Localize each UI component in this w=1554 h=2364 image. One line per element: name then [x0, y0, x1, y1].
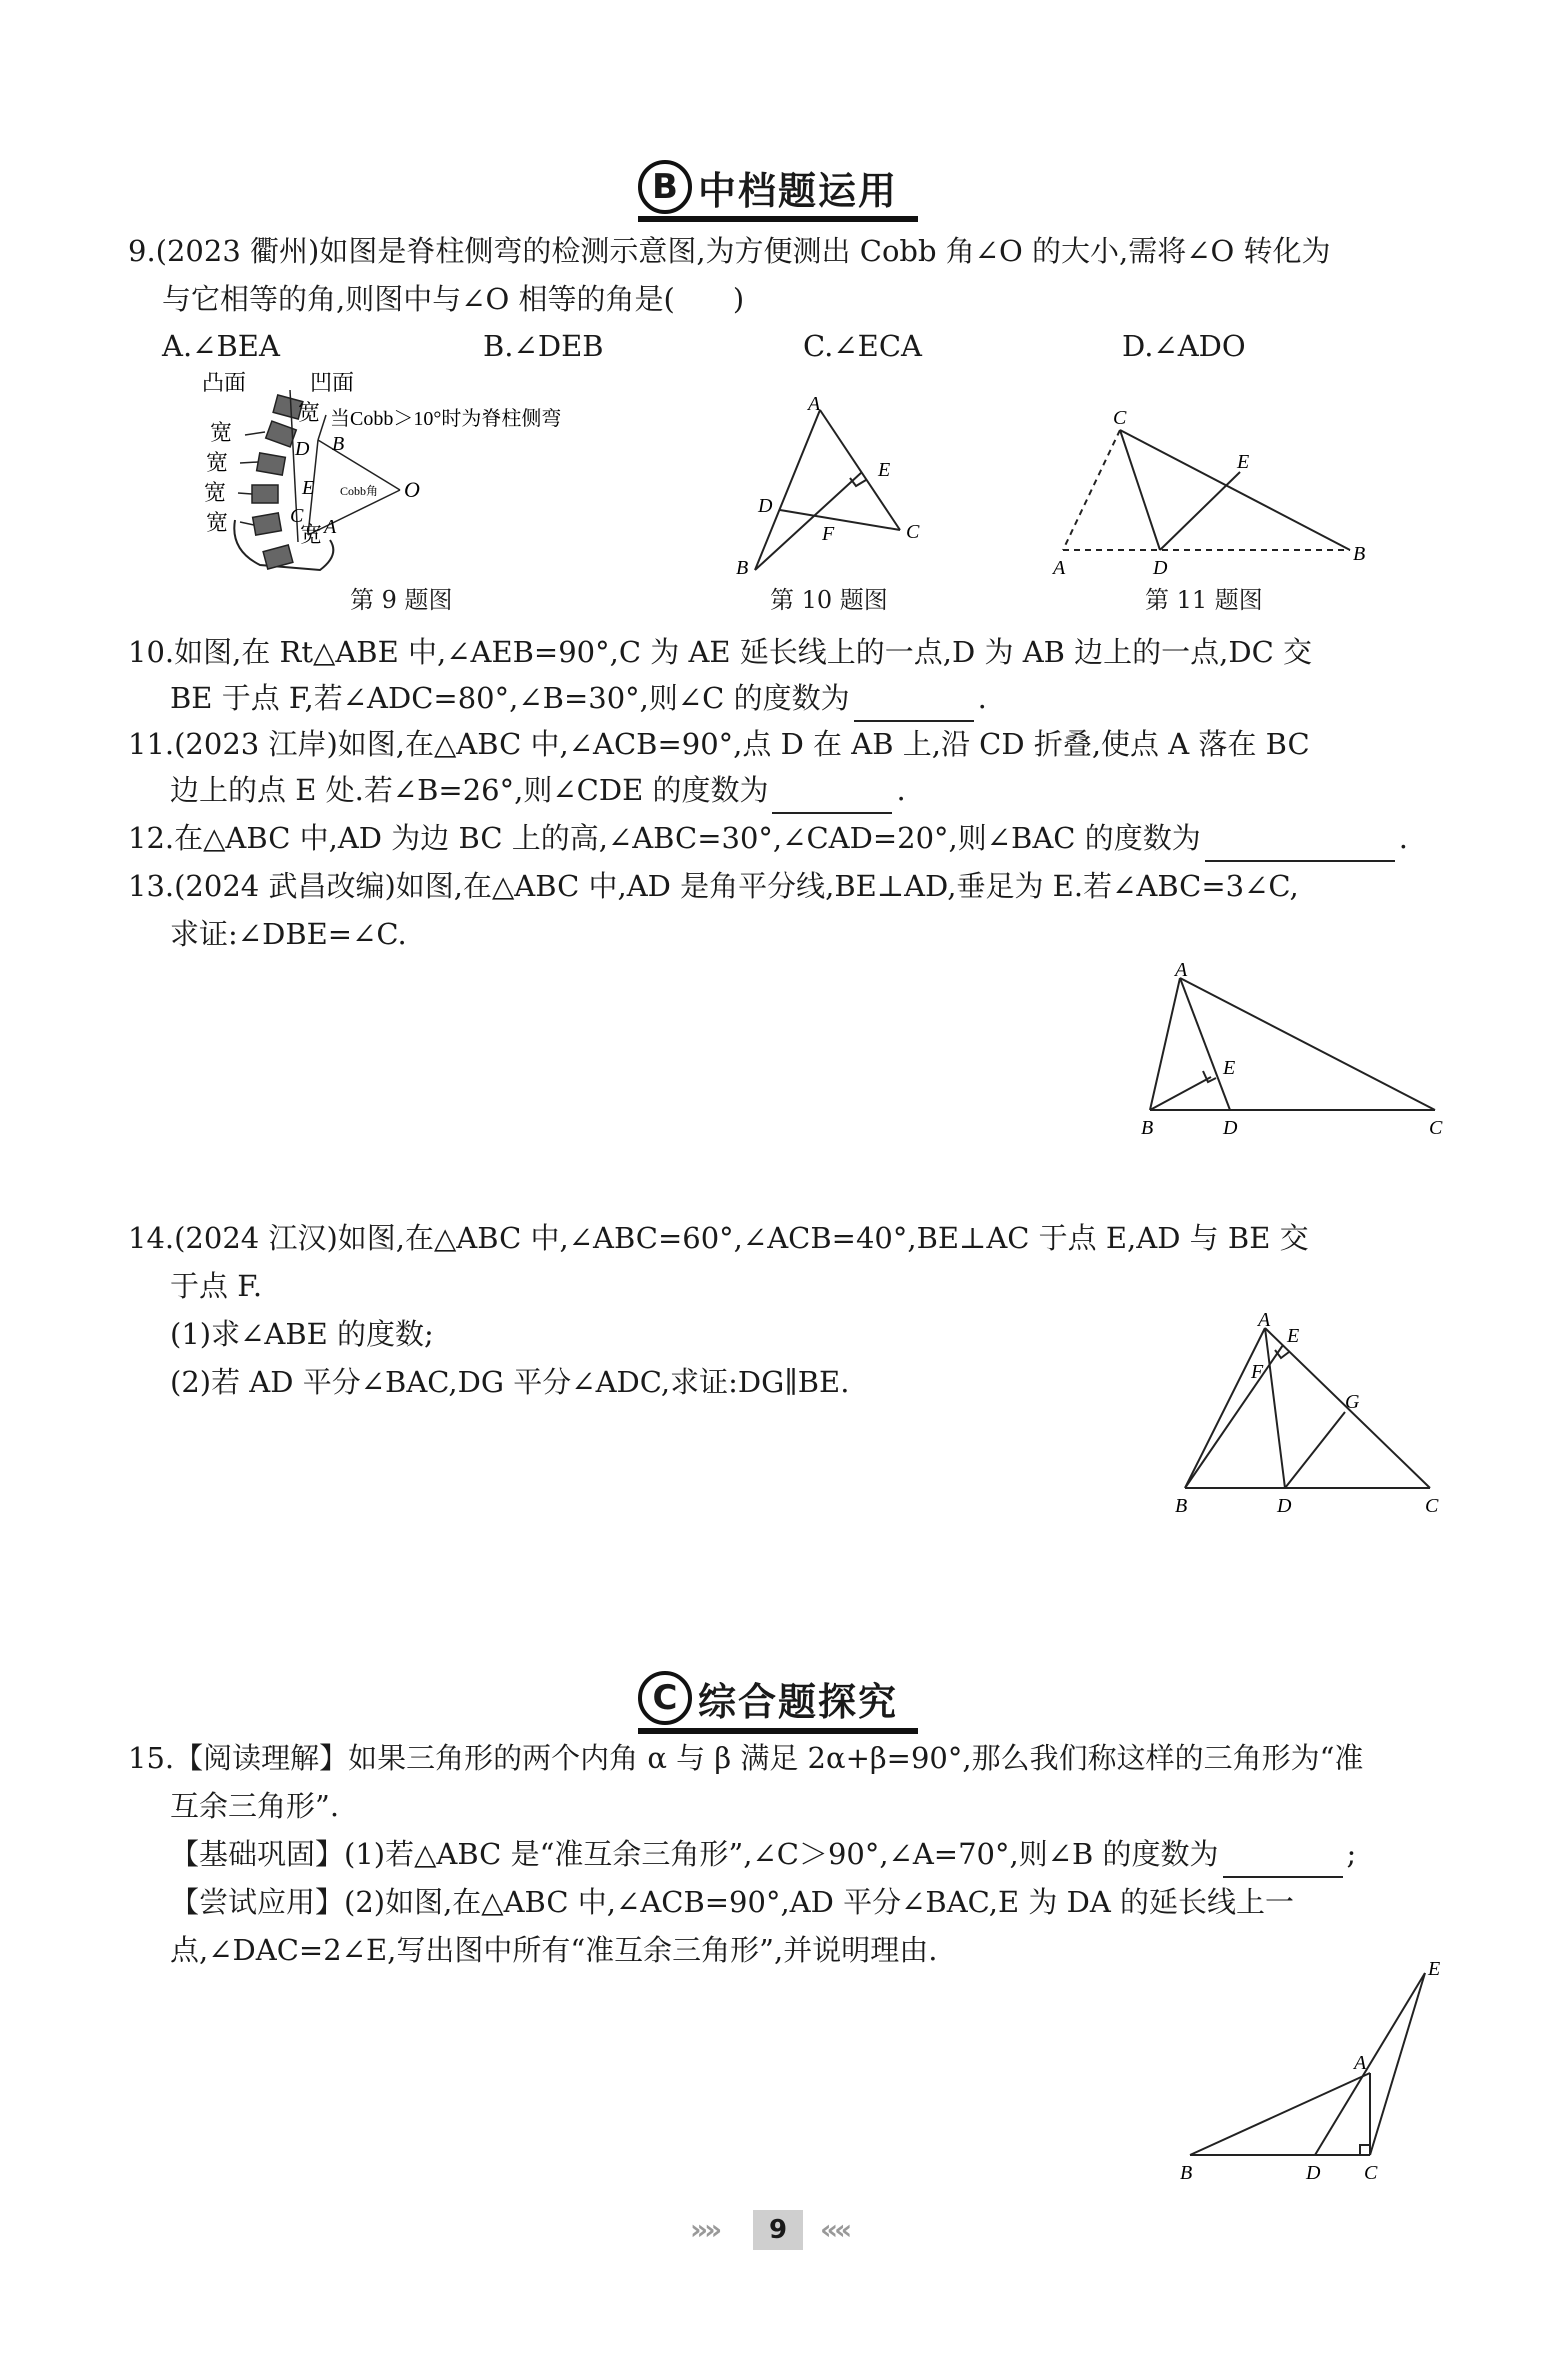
section-b-badge: B: [638, 160, 692, 214]
fig9-note: 当Cobb＞10°时为脊柱侧弯: [330, 408, 562, 430]
q15-line1: 15.【阅读理解】如果三角形的两个内角 α 与 β 满足 2α+β=90°,那么我们称这样的三角形为“准: [128, 1741, 1364, 1775]
q15-line5: 点,∠DAC=2∠E,写出图中所有“准互余三角形”,并说明理由.: [170, 1933, 938, 1967]
fig15-label-e: E: [1428, 1958, 1441, 1980]
fig14-label-d: D: [1277, 1495, 1292, 1515]
fig14-label-a: A: [1258, 1310, 1271, 1331]
fig13-label-e: E: [1223, 1057, 1236, 1079]
fig9-convex-label: 凸面: [202, 370, 247, 395]
fig13-label-b: B: [1141, 1117, 1154, 1135]
fig15-label-b: B: [1180, 2162, 1193, 2184]
fig11-label-a: A: [1053, 557, 1066, 579]
fig11-label-b: B: [1353, 543, 1366, 565]
fig11-label-c: C: [1113, 407, 1127, 429]
q14-part1: (1)求∠ABE 的度数;: [170, 1317, 434, 1351]
q15-line3-row: [170, 1830, 1356, 1878]
q9-line2: 与它相等的角,则图中与∠O 相等的角是( ): [162, 282, 745, 316]
q15-line3: 【基础巩固】(1)若△ABC 是“准互余三角形”,∠C＞90°,∠A=70°,则∠B 的度数为: [170, 1837, 1219, 1871]
q10-line2: BE 于点 F,若∠ADC=80°,∠B=30°,则∠C 的度数为: [170, 681, 850, 715]
figure-15: [1170, 1955, 1450, 2185]
q10-line1: 10.如图,在 Rt△ABE 中,∠AEB=90°,C 为 AE 延长线上的一点,D 为 AB 边上的一点,DC 交: [128, 635, 1313, 669]
caption-fig11: 第 11 题图: [1145, 586, 1263, 614]
section-c-title: 综合题探究: [698, 1679, 899, 1724]
fig10-label-a: A: [808, 393, 821, 415]
q14-line1: 14.(2024 江汉)如图,在△ABC 中,∠ABC=60°,∠ACB=40°,BE⊥AC 于点 E,AD 与 BE 交: [128, 1221, 1309, 1255]
fig9-wide-label: 宽: [204, 480, 227, 505]
q10-answer-blank[interactable]: [854, 690, 974, 722]
q12-answer-blank[interactable]: [1205, 830, 1395, 862]
q10-period: .: [977, 681, 987, 715]
fig9-concave-label: 凹面: [310, 370, 355, 395]
caption-fig9: 第 9 题图: [350, 586, 453, 614]
q14-line2: 于点 F.: [170, 1269, 263, 1303]
fig9-cobb-label: Cobb角: [340, 484, 379, 498]
q9-option-d: D.∠ADO: [1122, 329, 1246, 363]
q15-line3-end: ;: [1346, 1837, 1357, 1871]
footer-right-arrows: ««: [820, 2213, 849, 2246]
fig13-label-a: A: [1175, 960, 1188, 981]
fig10-label-e: E: [878, 459, 891, 481]
fig15-label-d: D: [1306, 2162, 1321, 2184]
fig11-label-e: E: [1237, 451, 1250, 473]
q12-row: [128, 814, 1408, 862]
q11-line1: 11.(2023 江岸)如图,在△ABC 中,∠ACB=90°,点 D 在 AB 上,沿 CD 折叠,使点 A 落在 BC: [128, 727, 1310, 761]
fig13-label-d: D: [1223, 1117, 1238, 1135]
footer-left-arrows: »»: [690, 2213, 719, 2246]
fig9-wide-label: 宽: [300, 522, 323, 547]
q15-answer-blank[interactable]: [1223, 1846, 1343, 1878]
fig13-label-c: C: [1429, 1117, 1443, 1135]
q12-period: .: [1398, 821, 1408, 855]
q9-line1: 9.(2023 衢州)如图是脊柱侧弯的检测示意图,为方便测出 Cobb 角∠O 的大小,需将∠O 转化为: [128, 234, 1331, 268]
figure-14: [1165, 1310, 1455, 1515]
figure-9: [190, 370, 650, 580]
q13-line2: 求证:∠DBE=∠C.: [170, 917, 407, 951]
fig9-label-b: B: [332, 433, 345, 455]
page-number: 9: [753, 2210, 803, 2250]
fig14-label-b: B: [1175, 1495, 1188, 1515]
q14-part2: (2)若 AD 平分∠BAC,DG 平分∠ADC,求证:DG∥BE.: [170, 1365, 850, 1399]
fig11-label-d: D: [1153, 557, 1168, 579]
q11-line2-row: [170, 766, 906, 814]
section-b-underline: [638, 216, 918, 222]
q15-line2: 互余三角形”.: [170, 1789, 340, 1823]
fig9-label-o: O: [404, 477, 420, 502]
q15-line4: 【尝试应用】(2)如图,在△ABC 中,∠ACB=90°,AD 平分∠BAC,E 为 DA 的延长线上一: [170, 1885, 1295, 1919]
fig10-label-b: B: [736, 557, 749, 579]
fig14-label-e: E: [1287, 1325, 1300, 1347]
figure-10: [730, 390, 940, 580]
section-c-badge: C: [638, 1671, 692, 1725]
caption-fig10: 第 10 题图: [770, 586, 888, 614]
fig9-wide-label: 宽: [210, 420, 233, 445]
q9-option-c: C.∠ECA: [803, 329, 922, 363]
fig9-wide-label: 宽: [206, 510, 229, 535]
figure-13: [1135, 960, 1455, 1135]
section-b-header: [638, 155, 898, 219]
q10-line2-row: [170, 674, 987, 722]
fig9-wide-label: 宽: [206, 450, 229, 475]
fig14-label-f: F: [1251, 1361, 1264, 1383]
q11-period: .: [896, 773, 906, 807]
fig15-label-a: A: [1354, 2052, 1367, 2074]
fig10-label-d: D: [758, 495, 773, 517]
fig9-label-e: E: [302, 477, 315, 499]
fig14-label-g: G: [1345, 1391, 1360, 1413]
q11-line2: 边上的点 E 处.若∠B=26°,则∠CDE 的度数为: [170, 773, 769, 807]
fig15-label-c: C: [1364, 2162, 1378, 2184]
q9-option-b: B.∠DEB: [483, 329, 604, 363]
fig9-wide-label: 宽: [298, 400, 321, 425]
q11-answer-blank[interactable]: [772, 782, 892, 814]
q13-line1: 13.(2024 武昌改编)如图,在△ABC 中,AD 是角平分线,BE⊥AD,垂足为 E.若∠ABC=3∠C,: [128, 869, 1299, 903]
fig14-label-c: C: [1425, 1495, 1439, 1515]
fig10-label-c: C: [906, 521, 920, 543]
section-c-header: [638, 1666, 898, 1730]
q12-line1: 12.在△ABC 中,AD 为边 BC 上的高,∠ABC=30°,∠CAD=20°,则∠BAC 的度数为: [128, 821, 1201, 855]
fig9-label-c: C: [290, 505, 304, 527]
section-b-title: 中档题运用: [698, 168, 899, 213]
figure-11: [1045, 400, 1380, 580]
fig9-label-a: A: [324, 516, 337, 538]
q9-option-a: A.∠BEA: [162, 329, 280, 363]
fig9-label-d: D: [295, 438, 310, 460]
fig10-label-f: F: [822, 523, 835, 545]
